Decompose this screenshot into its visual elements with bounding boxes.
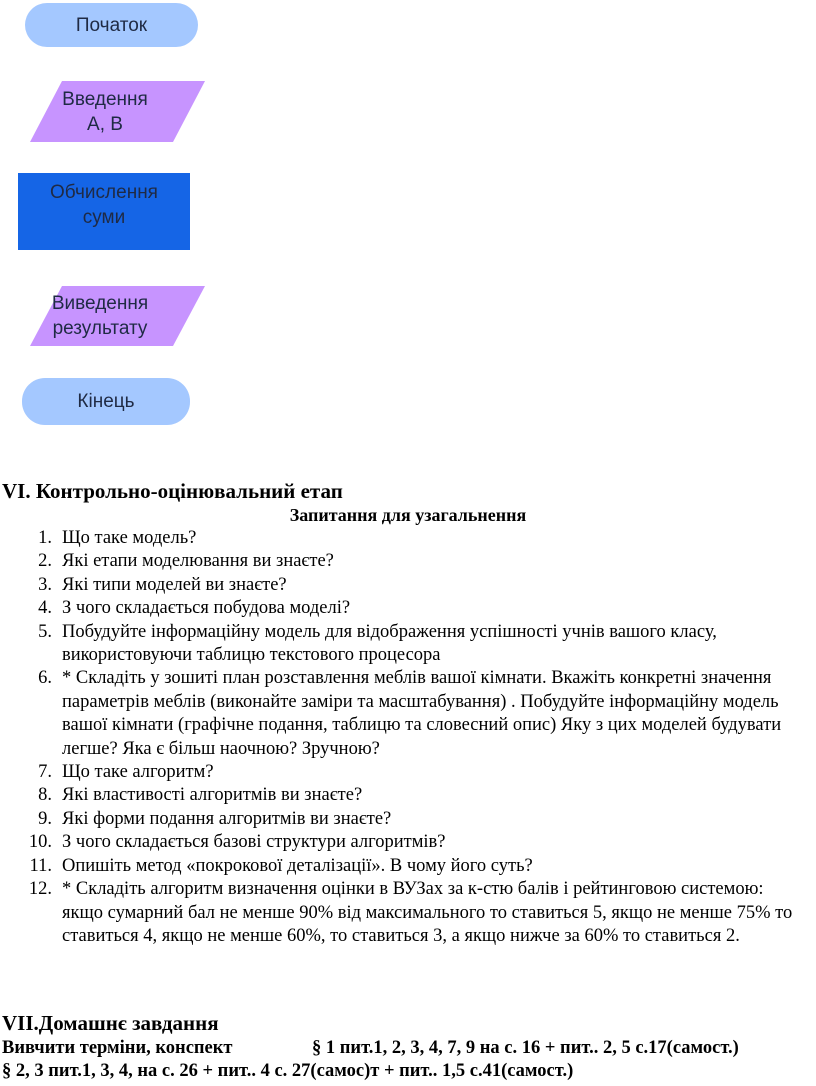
questions-subtitle: Запитання для узагальнення <box>289 505 527 525</box>
question-number: 12. <box>28 879 52 900</box>
question-text: Які форми подання алгоритмів ви знаєте? <box>62 808 392 829</box>
homework-line-2: § 2, 3 пит.1, 3, 4, на с. 26 + пит.. 4 с. 27(самос)т + пит.. 1,5 с.41(самост.) <box>2 1061 574 1081</box>
question-item <box>0 597 802 620</box>
question-number: 1. <box>38 528 52 548</box>
question-number: 6. <box>38 668 52 689</box>
question-text: Що таке алгоритм? <box>62 762 214 783</box>
flowchart-input-label: Введення А, В <box>62 89 148 135</box>
question-item <box>0 667 802 761</box>
homework-line-1 <box>2 1038 739 1059</box>
question-item <box>0 831 802 854</box>
question-item <box>0 808 802 831</box>
section-6-title: VI. Контрольно-оцінювальний етап <box>2 479 343 503</box>
question-number: 4. <box>38 598 52 619</box>
question-item <box>0 527 802 550</box>
question-number: 7. <box>38 762 52 783</box>
question-text: Які етапи моделювання ви знаєте? <box>62 551 334 572</box>
question-number: 9. <box>38 808 52 829</box>
question-number: 10. <box>28 832 52 853</box>
question-number: 8. <box>38 785 52 806</box>
question-item <box>0 761 802 784</box>
flowchart-end-label: Кінець <box>77 391 135 412</box>
question-text: Опишіть метод «покрокової деталізації». В чому його суть? <box>62 855 533 876</box>
section-7-title: VII.Домашнє завдання <box>2 1011 219 1035</box>
question-number: 5. <box>38 621 52 642</box>
flowchart-output-label: Виведення результату <box>51 292 149 339</box>
questions-list <box>0 527 802 948</box>
question-text: Які властивості алгоритмів ви знаєте? <box>62 785 363 806</box>
question-item <box>0 855 802 878</box>
question-text: Які типи моделей ви знаєте? <box>62 574 287 595</box>
flowchart-start-label: Початок <box>75 14 148 36</box>
question-text: З чого складається базові структури алгоритмів? <box>62 832 446 853</box>
question-item <box>0 550 802 573</box>
homework-line-1-right: § 1 пит.1, 2, 3, 4, 7, 9 на с. 16 + пит.. 2, 5 с.17(самост.) <box>312 1038 739 1058</box>
question-item <box>0 574 802 597</box>
question-number: 2. <box>38 551 52 572</box>
question-text: * Складіть алгоритм визначення оцінки в ВУЗах за к-стю балів і рейтинговою системою: якщо сумарний бал не менше 90% від максимального то ставиться 5, якщо не менше 75% то ставиться 4, якщо не менше 60%, то ставиться 3, а якщо нижче за 60% то ставиться 2. <box>62 879 793 946</box>
flowchart-process-label: Обчислення суми <box>50 181 158 228</box>
question-text: З чого складається побудова моделі? <box>62 598 351 619</box>
question-number: 11. <box>29 855 52 876</box>
question-number: 3. <box>38 574 52 595</box>
homework-line-1-left: Вивчити терміни, конспект <box>2 1038 233 1058</box>
question-item <box>0 621 802 668</box>
question-item <box>0 784 802 807</box>
question-text: * Складіть у зошиті план розставлення меблів вашої кімнати. Вкажіть конкретні значення параметрів меблів (виконайте заміри та масштабування) . Побудуйте інформаційну модель вашої кімнати (графічне подання, таблицю та словесний опис) Яку з цих моделей будувати легше? Яка є більш наочною? Зручною? <box>62 668 782 759</box>
question-text: Що таке модель? <box>62 528 197 548</box>
question-text: Побудуйте інформаційну модель для відображення успішності учнів вашого класу, використовуючи таблицю текстового процесора <box>62 621 717 666</box>
question-item <box>0 878 802 948</box>
